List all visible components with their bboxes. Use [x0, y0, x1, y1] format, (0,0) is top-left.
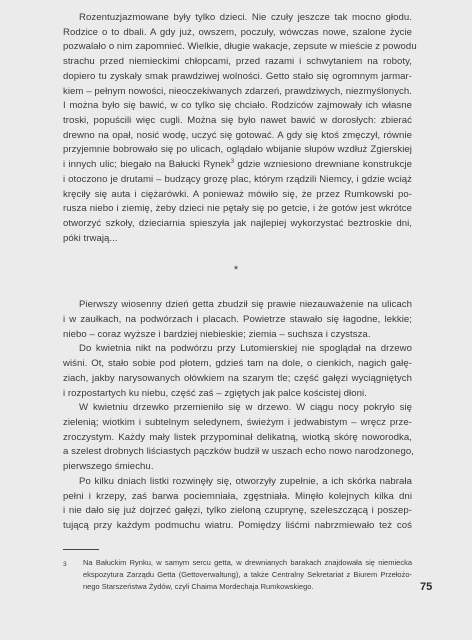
footnote-line: Na Bałuckim Rynku, w samym sercu getta, w drewnianych barakach znajdowała się niemiecka	[83, 558, 412, 567]
text-line: i rozpostartych ku niebu, część zaś – zgiętych jak palce kościstej dłoni.	[63, 388, 367, 399]
footnote-number: 3	[63, 561, 67, 568]
text-line: pozwalało o nim zapomnieć. Wielkie, długie wakacje, zepsute w mieście z powodu	[63, 41, 417, 52]
text-fragment: i innych ulic; biegało na Bałucki Rynek	[63, 159, 231, 170]
text-line: Do kwietnia nikt na podwórzu przy Lutomierskiej nie spoglądał na drzewo	[79, 343, 412, 354]
text-line: pierwszego śmiechu.	[63, 461, 154, 472]
text-line: kiem – pełnym nowości, nieoczekiwanych zdarzeń, prawdziwych, niezmyślonych.	[63, 86, 412, 97]
text-line: kręciły się auta i ciężarówki. A ponieważ mówiło się, że przez Rumkowski po-	[63, 189, 412, 200]
text-line: i w zaułkach, na podwórzach i placach. Powietrze stawało się łagodne, lekkie;	[63, 314, 412, 325]
text-line: I można było się bawić, w co tylko się chciało. Rodziców zajmowały ich własne	[63, 100, 412, 111]
section-separator: *	[233, 264, 239, 276]
text-line	[63, 159, 412, 171]
text-line: i nie dało się już dojrzeć gałęzi, tylko zieloną czuprynę, szeleszczącą i poszep-	[63, 505, 412, 516]
text-line: Po kilku dniach listki rozwinęły się, otworzyły zupełnie, a ich skórka nabrała	[79, 476, 412, 487]
text-line: Pierwszy wiosenny dzień getta zbudził się prawie niezauważenie na ulicach	[79, 299, 412, 310]
text-line: zroczystym. Każdy mały listek przypominał delikatną, wiotką skórę noworodka,	[63, 432, 412, 443]
text-fragment: gdzie wzniesiono drewniane konstrukcje	[234, 159, 412, 170]
text-line: przyjemnie bobrowało się po ulicach, oglądało wbijanie słupów wzdłuż Zgierskiej	[63, 144, 412, 155]
text-line: troski, popuścili więc cugli. Można się było nawet bawić w dorosłych: zbierać	[63, 115, 412, 126]
text-line: W kwietniu drzewko przemieniło się w drzewo. W ciągu nocy pokryło się	[79, 402, 412, 413]
text-line: dopiero tu zyskały smak prawdziwej wolności. Getto stało się ogromnym jarmar-	[63, 71, 412, 82]
text-line: wiśni. Ot, stało sobie pod płotem, gdzieś tam na dole, o cienkich, nagich gałę-	[63, 358, 412, 369]
text-line: Rodzice o to dbali. A gdy już, owszem, poczuły, wówczas nowe, szalone życie	[63, 27, 412, 38]
text-line: Rozentuzjazmowane były tylko dzieci. Nie czuły jeszcze tak mocno głodu.	[79, 12, 412, 23]
text-line: póki trwają...	[63, 233, 118, 244]
footnote-rule	[63, 549, 99, 550]
text-line: zielenią; wiotkim i subtelnym seledynem, świeżym i jedwabistym – wręcz prze-	[63, 417, 412, 428]
page-number: 75	[420, 581, 433, 593]
text-line: a szelest drobnych liściastych pączków budził w uszach echo nowo narodzonego,	[63, 446, 415, 457]
text-line: tującą przy każdym podmuchu wiatru. Pomiędzy liśćmi nabrzmiewało też coś	[63, 520, 412, 531]
text-line: otworzyć szkoły, dzieciarnia spieszyła jak najlepiej wykorzystać beztroskie dni,	[63, 218, 412, 229]
text-line: pełni i krzepy, zaś barwa pociemniała, zgęstniała. Minęło kolejnych kilka dni	[63, 491, 412, 502]
text-line: ziach, jakby narysowanych ołówkiem na szarym tle; część gałęzi wyciągniętych	[63, 373, 412, 384]
footnote-reference[interactable]: 3	[230, 159, 235, 165]
text-line: niebo – coraz wyższe i bardziej niebieskie; ziemia – suchsza i czystsza.	[63, 329, 371, 340]
footnote-line: ekspozytura Zarządu Getta (Gettoverwaltung), a także Centralny Sekretariat z Biurem Przełożo-	[83, 570, 412, 579]
text-line: rusza niebo i ziemię, żeby dzieci nie pętały się po getcie, i że gotów jest wkrótce	[63, 203, 412, 214]
footnote-line: nego Starszeństwa Żydów, czyli Chaima Mordechaja Rumkowskiego.	[83, 582, 314, 591]
text-line: strachu przed niemieckimi chłopcami, przed razami i schwytaniem na roboty,	[63, 56, 412, 67]
text-line: drewno na opał, nosić wodę, uczyć się gotować. A gdy się ktoś zmęczył, równie	[63, 130, 412, 141]
text-line: i otoczono je drutami – budzący grozę plac, którym rządzili Niemcy, i gdzie wciąż	[63, 174, 412, 185]
